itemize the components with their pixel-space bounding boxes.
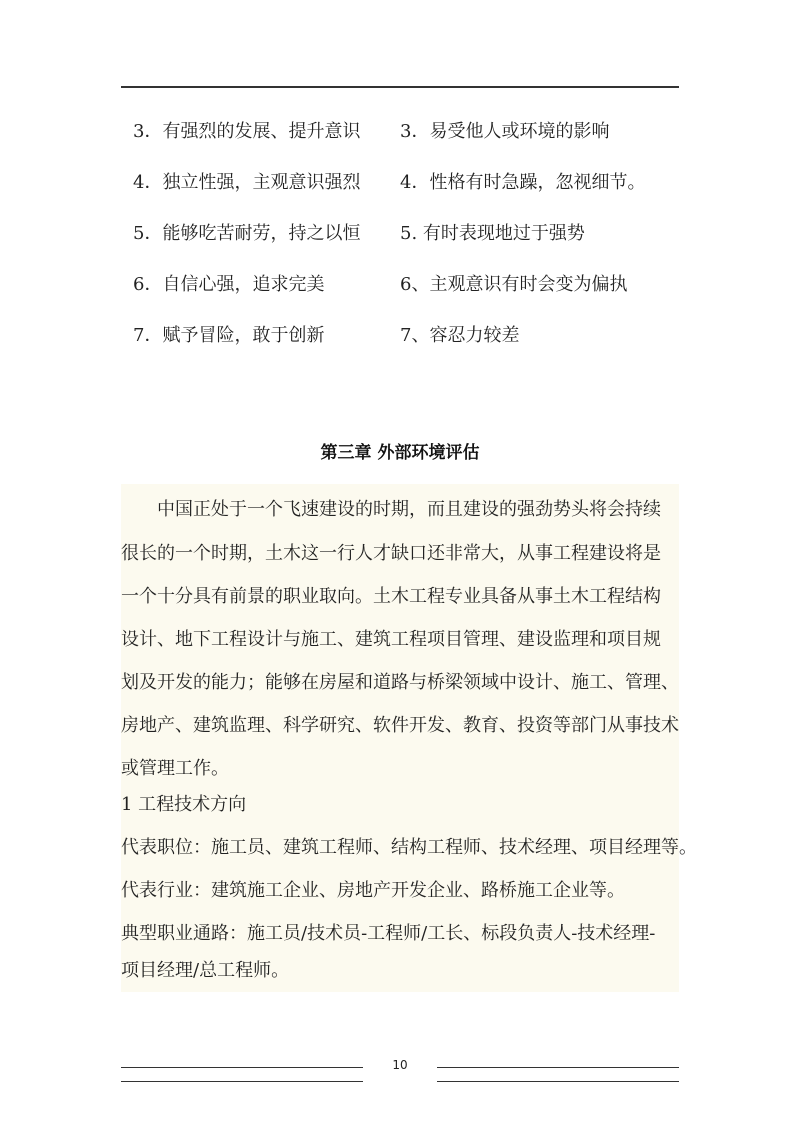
page-footer	[0, 1055, 800, 1095]
paragraph-line: 很长的一个时期，土木这一行人才缺口还非常大，从事工程建设将是	[121, 543, 661, 564]
strength-item: 6．自信心强，追求完美	[133, 274, 325, 295]
list-item	[0, 219, 800, 249]
strength-item: 5．能够吃苦耐劳，持之以恒	[133, 223, 361, 244]
paragraph-line: 划及开发的能力；能够在房屋和道路与桥梁领域中设计、施工、管理、	[121, 672, 679, 693]
list-item	[0, 117, 800, 147]
page-number: 10	[392, 1058, 408, 1072]
header-rule	[121, 86, 679, 88]
weakness-item: 4．性格有时急躁，忽视细节。	[400, 172, 646, 193]
strength-item: 7．赋予冒险，敢于创新	[133, 325, 325, 346]
paragraph-line: 房地产、建筑监理、科学研究、软件开发、教育、投资等部门从事技术	[121, 715, 679, 736]
footer-rule	[437, 1081, 679, 1082]
weakness-item: 3．易受他人或环境的影响	[400, 121, 610, 142]
paragraph-line: 设计、地下工程设计与施工、建筑工程项目管理、建设监理和项目规	[121, 629, 661, 650]
positions-line: 代表职位：施工员、建筑工程师、结构工程师、技术经理、项目经理等。	[121, 837, 697, 858]
chapter-title: 第三章 外部环境评估	[320, 443, 480, 463]
strength-item: 4．独立性强，主观意识强烈	[133, 172, 361, 193]
industries-line: 代表行业：建筑施工企业、房地产开发企业、路桥施工企业等。	[121, 880, 625, 901]
section-heading: 1 工程技术方向	[121, 794, 247, 815]
weakness-item: 5. 有时表现地过于强势	[400, 223, 585, 244]
weakness-item: 7、容忍力较差	[400, 325, 520, 346]
footer-rule	[121, 1081, 363, 1082]
weakness-item: 6、主观意识有时会变为偏执	[400, 274, 628, 295]
list-item	[0, 321, 800, 351]
list-item	[0, 168, 800, 198]
strength-item: 3．有强烈的发展、提升意识	[133, 121, 361, 142]
list-item	[0, 270, 800, 300]
footer-rule	[437, 1067, 679, 1068]
paragraph-line: 中国正处于一个飞速建设的时期，而且建设的强劲势头将会持续	[157, 499, 661, 520]
footer-rule	[121, 1067, 363, 1068]
career-path-line: 项目经理/总工程师。	[121, 960, 290, 981]
paragraph-line: 或管理工作。	[121, 758, 229, 779]
career-path-line: 典型职业通路：施工员/技术员-工程师/工长、标段负责人-技术经理-	[121, 923, 656, 944]
paragraph-line: 一个十分具有前景的职业取向。土木工程专业具备从事土木工程结构	[121, 586, 661, 607]
